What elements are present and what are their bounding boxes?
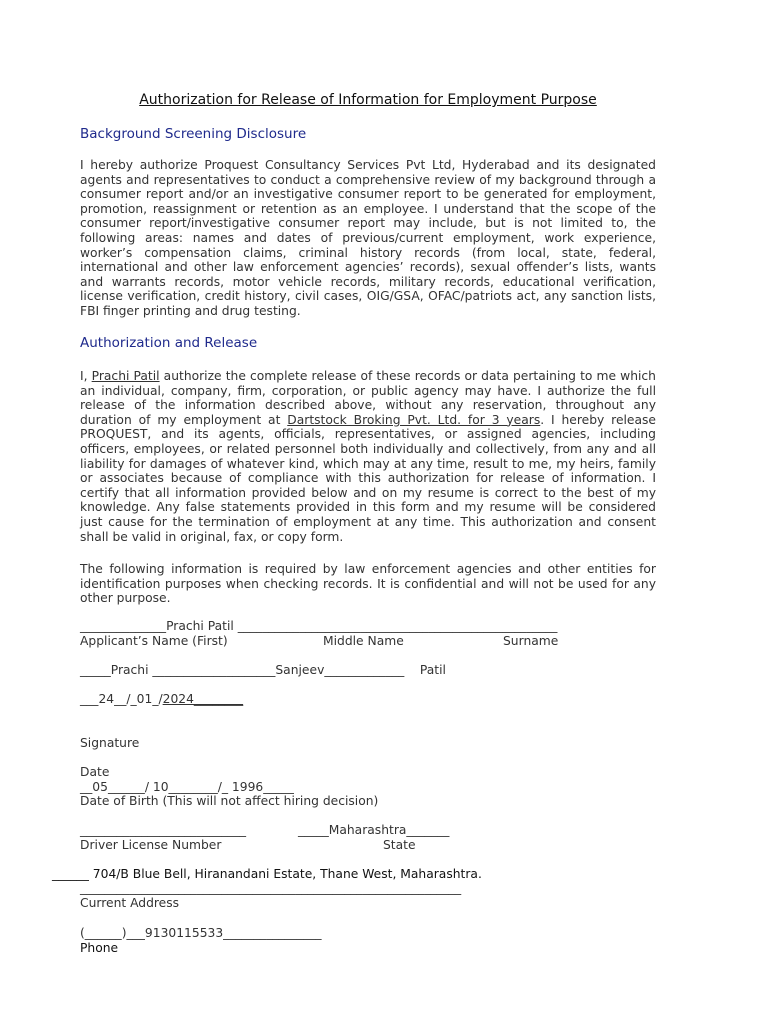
label-current-address: Current Address [80,896,180,910]
signature-date-value: ___24__/_01_/2024________ [80,692,244,706]
label-middle-name: Middle Name [323,634,404,648]
auth-intro: I, [80,369,92,383]
applicant-full-name: Prachi Patil [166,619,234,633]
label-driver-license: Driver License Number [80,838,222,852]
applicant-name-inline: Prachi Patil [91,369,160,383]
driver-license-line: ___________________________ [80,823,247,837]
section-heading-authorization: Authorization and Release [80,335,258,351]
phone-value: (______)___9130115533________________ [80,926,322,940]
section-heading-background: Background Screening Disclosure [80,126,307,142]
label-signature: Signature [80,736,140,750]
auth-rest: . I hereby release PROQUEST, and its agents, officials, representatives, or assigned agencies, including officers, employees, or related personnel both individually and collectively, from any and all liability for damages of whatever kind, which may at any time, result to me, my heirs, family or associates because of compliance with this authorization for release of information. I certify that all information provided below and on my resume is correct to the best of my knowledge. Any false statements provided in this form and my resume will be considered just cause for the termination of employment at any time. This authorization and consent shall be valid in original, fax, or copy form. [80,412,656,544]
authorization-paragraph [80,369,656,544]
label-state: State [383,838,416,852]
state-value: _____Maharashtra_______ [298,823,450,837]
name-components-row: _____Prachi ____________________Sanjeev_____________ Patil [80,663,446,677]
document-title: Authorization for Release of Information for Employment Purpose [139,92,597,108]
label-first-name: Applicant’s Name (First) [80,634,228,648]
date-of-birth-value: __05______/ 10________/_ 1996_____ [80,780,294,794]
applicant-name-line: ______________Prachi Patil ____________________________________________________ [80,619,558,633]
auth-mid: authorize the complete release of these records or data pertaining to me which an individual, company, firm, corporation, or public agency may have. I authorize the full release of the information described above, without any reservation, throughout any duration of my employment at [80,369,656,427]
label-date: Date [80,765,110,779]
label-phone: Phone [80,941,119,955]
address-rule: ______________________________________________________________ [80,881,462,895]
label-surname: Surname [503,634,559,648]
confidentiality-notice: The following information is required by law enforcement agencies and other entities for identification purposes when checking records. It is confidential and will not be used for any other purpose. [80,562,656,606]
disclosure-paragraph: I hereby authorize Proquest Consultancy Services Pvt Ltd, Hyderabad and its designated agents and representatives to conduct a comprehensive review of my background through a consumer report and/or an investigative consumer report to be generated for employment, promotion, reassignment or retention as an employee. I understand that the scope of the consumer report/investigative consumer report may include, but is not limited to, the following areas: names and dates of previous/current employment, work experience, worker’s compensation claims, criminal history records (from local, state, federal, international and other law enforcement agencies’ records), sexual offender’s lists, wants and warrants records, motor vehicle records, military records, educational verification, license verification, credit history, civil cases, OIG/GSA, OFAC/patriots act, any sanction lists, FBI finger printing and drug testing. [80,158,656,318]
label-date-of-birth: Date of Birth (This will not affect hiring decision) [80,794,379,808]
employer-inline: Dartstock Broking Pvt. Ltd. for 3 years [287,412,541,427]
current-address-value: ______ 704/B Blue Bell, Hiranandani Estate, Thane West, Maharashtra. [52,867,482,881]
